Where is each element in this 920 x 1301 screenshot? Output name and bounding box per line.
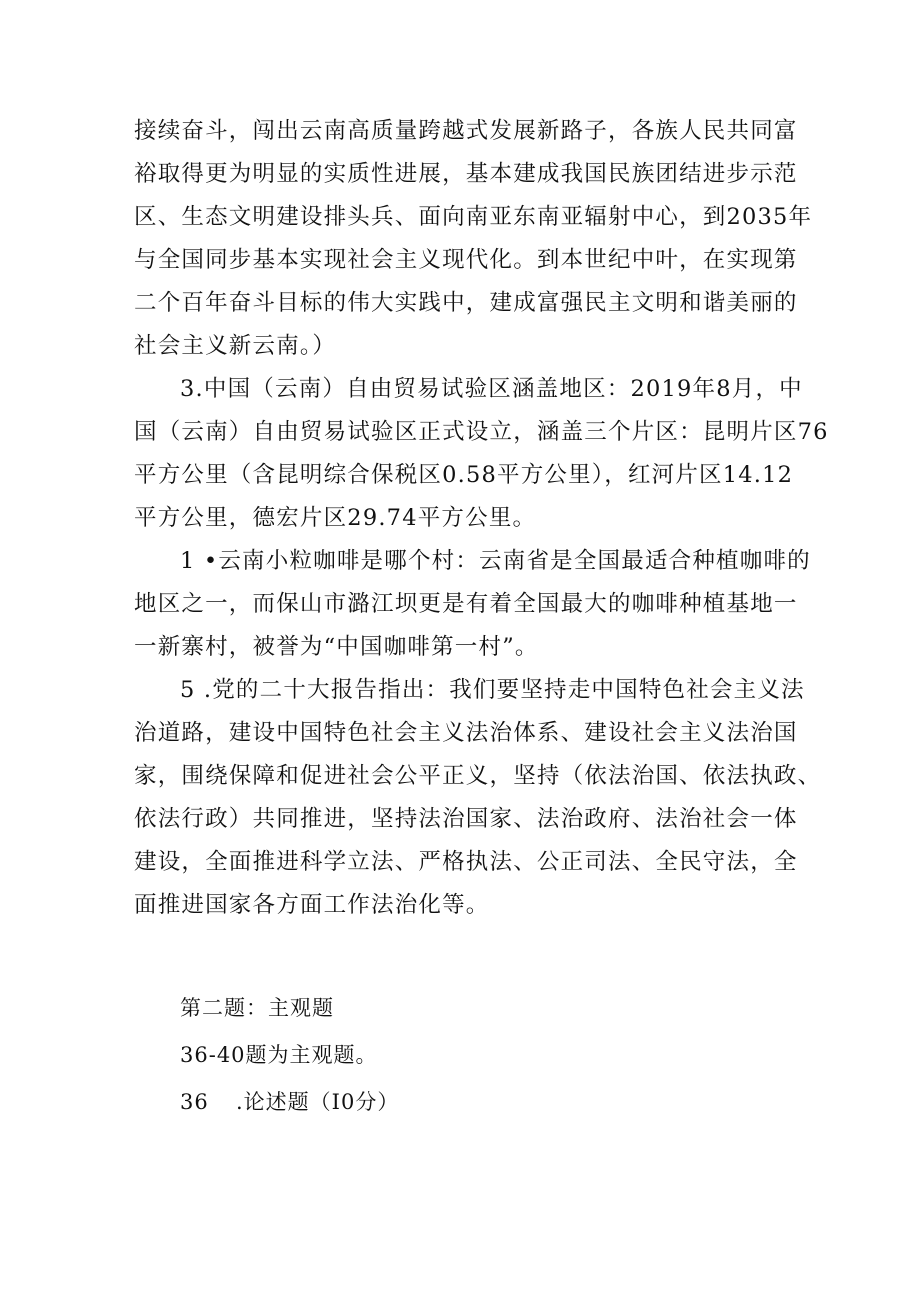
text-line: 二个百年奋斗目标的伟大实践中，建成富强民主文明和谐美丽的 [134, 290, 798, 316]
text-line: 平方公里，德宏片区29.74平方公里。 [134, 505, 537, 531]
paragraph-rule-of-law [134, 669, 822, 927]
text-line: 区、生态文明建设排头兵、面向南亚东南亚辐射中心，到2035年 [134, 204, 813, 230]
question-text: .论述题（I0分） [236, 1090, 400, 1114]
text-line: 家，围绕保障和促进社会公平正义，坚持（依法治国、依法执政、 [134, 763, 822, 789]
text-line: 依法行政）共同推进，坚持法治国家、法治政府、法治社会一体 [134, 806, 798, 832]
text-line: 社会主义新云南。） [134, 333, 337, 359]
text-line: 地区之一，而保山市潞江坝更是有着全国最大的咖啡种植基地一 [134, 591, 798, 617]
text-line: 一新寨村，被誉为“中国咖啡第一村”。 [134, 634, 539, 660]
text-line: 建设，全面推进科学立法、严格执法、公正司法、全民守法，全 [134, 849, 798, 875]
text-line: 1 •云南小粒咖啡是哪个村：云南省是全国最适合种植咖啡的 [180, 548, 811, 574]
text-line: 平方公里（含昆明综合保税区0.58平方公里），红河片区14.12 [134, 462, 794, 488]
paragraph-coffee-village [134, 540, 811, 669]
text-line: 治道路，建设中国特色社会主义法治体系、建设社会主义法治国 [134, 720, 798, 746]
paragraph-yunnan-development [134, 110, 813, 368]
question-heading [180, 1085, 399, 1119]
question-number: 36 [180, 1090, 209, 1114]
text-line: 裕取得更为明显的实质性进展，基本建成我国民族团结进步示范 [134, 161, 798, 187]
section-title: 第二题：主观题 [180, 996, 334, 1020]
section-subtitle: 36-40题为主观题。 [180, 1043, 378, 1067]
text-line: 面推进国家各方面工作法治化等。 [134, 892, 490, 918]
text-line: 5 .党的二十大报告指出：我们要坚持走中国特色社会主义法 [180, 677, 805, 703]
text-line: 与全国同步基本实现社会主义现代化。到本世纪中叶，在实现第 [134, 247, 798, 273]
text-line: 接续奋斗，闯出云南高质量跨越式发展新路子，各族人民共同富 [134, 118, 798, 144]
text-line: 国（云南）自由贸易试验区正式设立，涵盖三个片区：昆明片区76 [134, 419, 829, 445]
paragraph-free-trade-zone [134, 368, 829, 540]
text-line: 3.中国（云南）自由贸易试验区涵盖地区：2019年8月，中 [180, 376, 803, 402]
